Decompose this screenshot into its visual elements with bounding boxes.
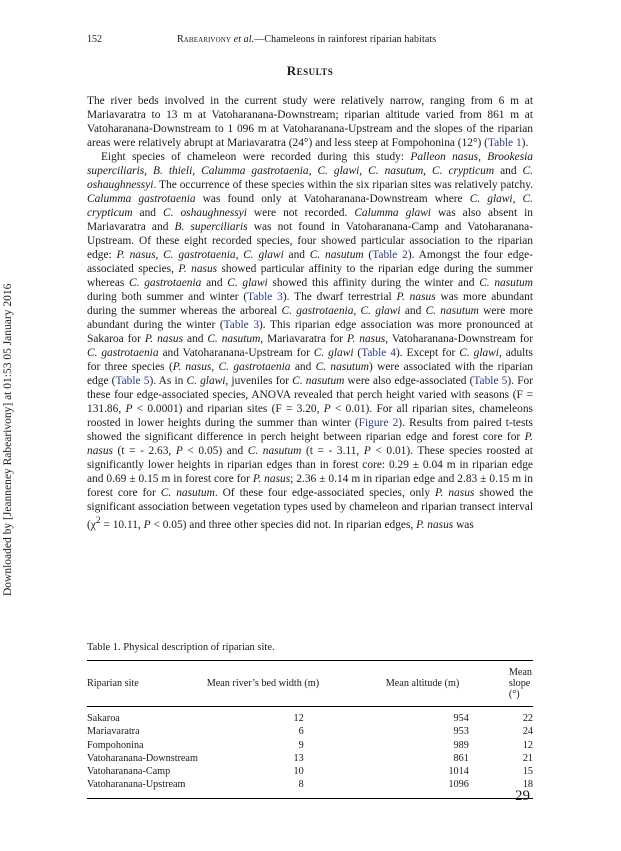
- text-run: , Vatoharanana-Downstream for: [385, 333, 533, 345]
- text-run: ). As in: [149, 375, 187, 387]
- italic-run: P. nasus: [178, 263, 218, 275]
- italic-run: C. gastrotaenia, C. glawi: [281, 305, 401, 317]
- table-row: [87, 752, 533, 765]
- text-run: < 0.0001) and riparian sites (F = 3.20,: [132, 403, 324, 415]
- text-run: < 0.05) and three other species did not. In riparian edges,: [150, 518, 417, 531]
- italic-run: C. glawi: [459, 347, 499, 359]
- cell-altitude: 989: [453, 739, 469, 751]
- table-caption: Table 1. Physical description of riparian site.: [87, 642, 275, 653]
- text-run: (: [363, 249, 373, 261]
- cell-slope: 15: [522, 766, 533, 778]
- text-run: The river beds involved in the current study were relatively narrow, ranging from 6 m at Mariavaratra to 13 m at Vatoharanana-Downstream; riparian altitude varied from 861 m at Vatoharanana-Downstream to 1 096 m at Vatoharanana-Upstream and the slopes of the riparian areas were relatively abrupt at Mariavaratra (24°) and less steep at Fompohonina (12°) (: [87, 95, 533, 149]
- cell-site: Fompohonina: [87, 739, 144, 751]
- text-run: and Vatoharanana-Upstream for: [158, 347, 314, 359]
- cell-altitude: 861: [453, 752, 469, 764]
- italic-run: P: [143, 518, 151, 531]
- text-run: < 0.01). These species roosted at significantly lower heights in riparian edges than in forest core: 0.29 ± 0.04 m in riparian edge and 0.69 ± 0.15 m in forest core for: [87, 445, 533, 485]
- italic-run: C. nasutum: [479, 277, 533, 289]
- italic-run: C. nasutum: [292, 375, 345, 387]
- cell-slope: 21: [522, 752, 533, 764]
- col-header-slope: Mean slope (°): [508, 667, 533, 700]
- italic-run: C. oshaughnessyi: [163, 207, 247, 219]
- cell-slope: 12: [522, 739, 533, 751]
- table-1: [87, 660, 533, 799]
- cell-width: 10: [293, 766, 304, 778]
- results-text: [87, 94, 533, 532]
- cell-site: Mariavaratra: [87, 726, 140, 738]
- table-row: [87, 739, 533, 752]
- text-run: ) were associated with the riparian edge (: [87, 361, 533, 387]
- italic-run: P. nasus: [252, 473, 291, 485]
- table-row: [87, 707, 533, 726]
- text-run: and: [290, 361, 316, 373]
- italic-run: C. gastrotaenia: [87, 347, 159, 359]
- text-run: , Mariavaratra for: [260, 333, 348, 345]
- folio-number: 29: [515, 788, 530, 804]
- text-run: and: [400, 305, 426, 317]
- cross-reference-link[interactable]: Table 2: [372, 249, 408, 261]
- download-watermark: Downloaded by [Jeanneney Rabearivony] at 01:53 05 January 2016: [2, 283, 14, 596]
- text-run: < 0.01). For all riparian sites, chameleons roosted in lower heights during the summer than winter (: [87, 403, 533, 429]
- text-run: showed particular affinity to the riparian edge during the summer whereas: [87, 263, 533, 289]
- italic-run: P. nasus: [416, 518, 454, 531]
- text-run: juveniles for: [228, 375, 293, 387]
- cross-reference-link[interactable]: Table 3: [223, 319, 260, 331]
- text-run: were more abundant during the winter (: [87, 305, 533, 331]
- cell-site: Sakaroa: [87, 713, 120, 724]
- cell-altitude: 1096: [448, 779, 469, 791]
- cell-altitude: 954: [453, 713, 469, 724]
- cell-width: 13: [293, 752, 304, 764]
- text-run: and: [132, 207, 164, 219]
- italic-run: C. nasutum: [315, 361, 369, 373]
- cross-reference-link[interactable]: Figure 2: [358, 417, 399, 429]
- italic-run: Calumma glawi: [354, 207, 431, 219]
- text-run: ). Except for: [395, 347, 460, 359]
- section-title: Results: [286, 63, 334, 78]
- cell-width: 6: [298, 726, 304, 738]
- text-run: were not recorded.: [246, 207, 355, 219]
- text-run: (t = - 2.63,: [112, 445, 176, 457]
- italic-run: P: [175, 445, 183, 457]
- text-run: were also edge-associated (: [344, 375, 474, 387]
- text-run: (: [353, 347, 362, 359]
- col-header-width: Mean river’s bed width (m): [206, 678, 320, 689]
- cell-altitude: 1014: [448, 766, 469, 778]
- cell-width: 8: [298, 779, 304, 791]
- text-run: was more abundant during the summer whereas the arboreal: [87, 291, 533, 317]
- text-run: ). For these four edge-associated species, ANOVA revealed that perch height varied with seasons (F = 131.86,: [87, 375, 534, 415]
- italic-run: P. nasus: [396, 291, 436, 303]
- header-title: —Chameleons in rainforest riparian habitats: [254, 34, 437, 45]
- italic-run: C. nasutum: [247, 445, 302, 457]
- italic-run: C. glawi: [313, 347, 354, 359]
- italic-run: P. nasus: [347, 333, 386, 345]
- paragraph-1: [87, 94, 533, 150]
- text-run: and: [494, 165, 523, 177]
- text-run: and: [183, 333, 208, 345]
- cell-slope: 24: [522, 726, 533, 738]
- col-header-site: Riparian site: [87, 678, 139, 689]
- italic-run: C. nasutum: [425, 305, 479, 317]
- italic-run: P. nasus, C. gastrotaenia: [172, 361, 291, 373]
- cell-site: Vatoharanana-Upstream: [87, 779, 186, 791]
- text-run: ; 2.36 ± 0.14 m in riparian edge and 2.83 ± 0.15 m in forest core for: [87, 473, 534, 499]
- text-run: during both summer and winter (: [87, 291, 248, 303]
- text-run: , adults for three species (: [87, 347, 533, 373]
- italic-run: P: [363, 445, 371, 457]
- superscript: 2: [95, 516, 101, 526]
- text-run: ). The dwarf terrestrial: [282, 291, 397, 303]
- text-run: (t = - 3.11,: [301, 445, 364, 457]
- cross-reference-link[interactable]: Table 4: [361, 347, 396, 359]
- text-run: < 0.05) and: [182, 445, 248, 457]
- italic-run: P: [125, 403, 133, 415]
- cell-width: 12: [293, 713, 304, 724]
- col-header-altitude: Mean altitude (m): [385, 678, 460, 689]
- italic-run: P. nasus: [144, 333, 184, 345]
- cell-slope: 18: [522, 779, 533, 791]
- italic-run: Palleon nasus, Brookesia superciliaris, B. thieli, Calumma gastrotaenia, C. glawi, C. nasutum, C. crypticum: [87, 151, 534, 177]
- cross-reference-link[interactable]: Table 5: [473, 375, 508, 387]
- text-run: . The occurrence of these species within the six riparian sites was relatively patchy.: [153, 179, 533, 191]
- text-run: showed this affinity during the winter and: [267, 277, 480, 289]
- italic-run: C. nasutum: [309, 249, 364, 261]
- cell-site: Vatoharanana-Downstream: [87, 752, 198, 764]
- italic-run: Calumma gastrotaenia: [87, 193, 196, 205]
- italic-run: C. nasutum: [160, 487, 215, 499]
- italic-run: P. nasus: [435, 487, 475, 499]
- italic-run: P. nasus, C. gastrotaenia, C. glawi: [116, 249, 284, 261]
- italic-run: C. glawi, C. crypticum: [87, 193, 533, 219]
- cell-altitude: 953: [453, 726, 469, 738]
- text-run: was not found in Vatoharanana-Camp and Vatoharanana-Upstream. Of these eight recorded species, four showed particular association to the riparian edge:: [87, 221, 533, 261]
- text-run: was also absent in Mariavaratra and: [87, 207, 533, 233]
- text-run: was: [453, 518, 474, 531]
- cell-width: 9: [298, 739, 304, 751]
- italic-run: C. glawi,: [186, 375, 229, 387]
- cross-reference-link[interactable]: Table 3: [247, 291, 283, 303]
- text-run: and: [201, 277, 228, 289]
- text-run: and: [283, 249, 310, 261]
- text-run: was found only at Vatoharanana-Downstream where: [195, 193, 470, 205]
- italic-run: C. nasutum: [207, 333, 261, 345]
- text-run: ). Results from paired t-tests showed the significant difference in perch height between riparian edge and forest core for: [87, 417, 533, 443]
- text-run: ). Amongst the four edge-associated species,: [87, 249, 533, 275]
- running-title: [177, 34, 436, 45]
- cell-slope: 22: [522, 713, 533, 724]
- italic-run: B. superciliaris: [174, 221, 248, 233]
- cross-reference-link[interactable]: Table 1: [487, 137, 522, 149]
- paragraph-2: [87, 150, 533, 532]
- italic-run: P. nasus: [87, 431, 533, 457]
- cross-reference-link[interactable]: Table 5: [115, 375, 150, 387]
- text-run: ).: [521, 137, 529, 149]
- italic-run: P: [323, 403, 331, 415]
- text-run: = 10.11,: [100, 518, 144, 531]
- text-run: Eight species of chameleon were recorded during this study:: [101, 151, 411, 163]
- table-row: [87, 765, 533, 778]
- page-number: 152: [87, 34, 102, 45]
- italic-run: C. glawi: [227, 277, 268, 289]
- text-run: . Of these four edge-associated species, only: [214, 487, 436, 499]
- header-etal: et al.: [233, 34, 255, 45]
- text-run: ). This riparian edge association was more pronounced at Sakaroa for: [87, 319, 533, 345]
- cell-site: Vatoharanana-Camp: [87, 766, 171, 778]
- header-author: Rabearivony: [177, 34, 232, 45]
- italic-run: C. gastrotaenia: [129, 277, 202, 289]
- table-row: [87, 778, 533, 798]
- text-run: showed the significant association between vegetation types used by chameleon and riparian transect interval (χ: [87, 487, 534, 531]
- table-header-row: [87, 661, 533, 707]
- table-row: [87, 725, 533, 738]
- italic-run: C. oshaughnessyi: [87, 165, 533, 191]
